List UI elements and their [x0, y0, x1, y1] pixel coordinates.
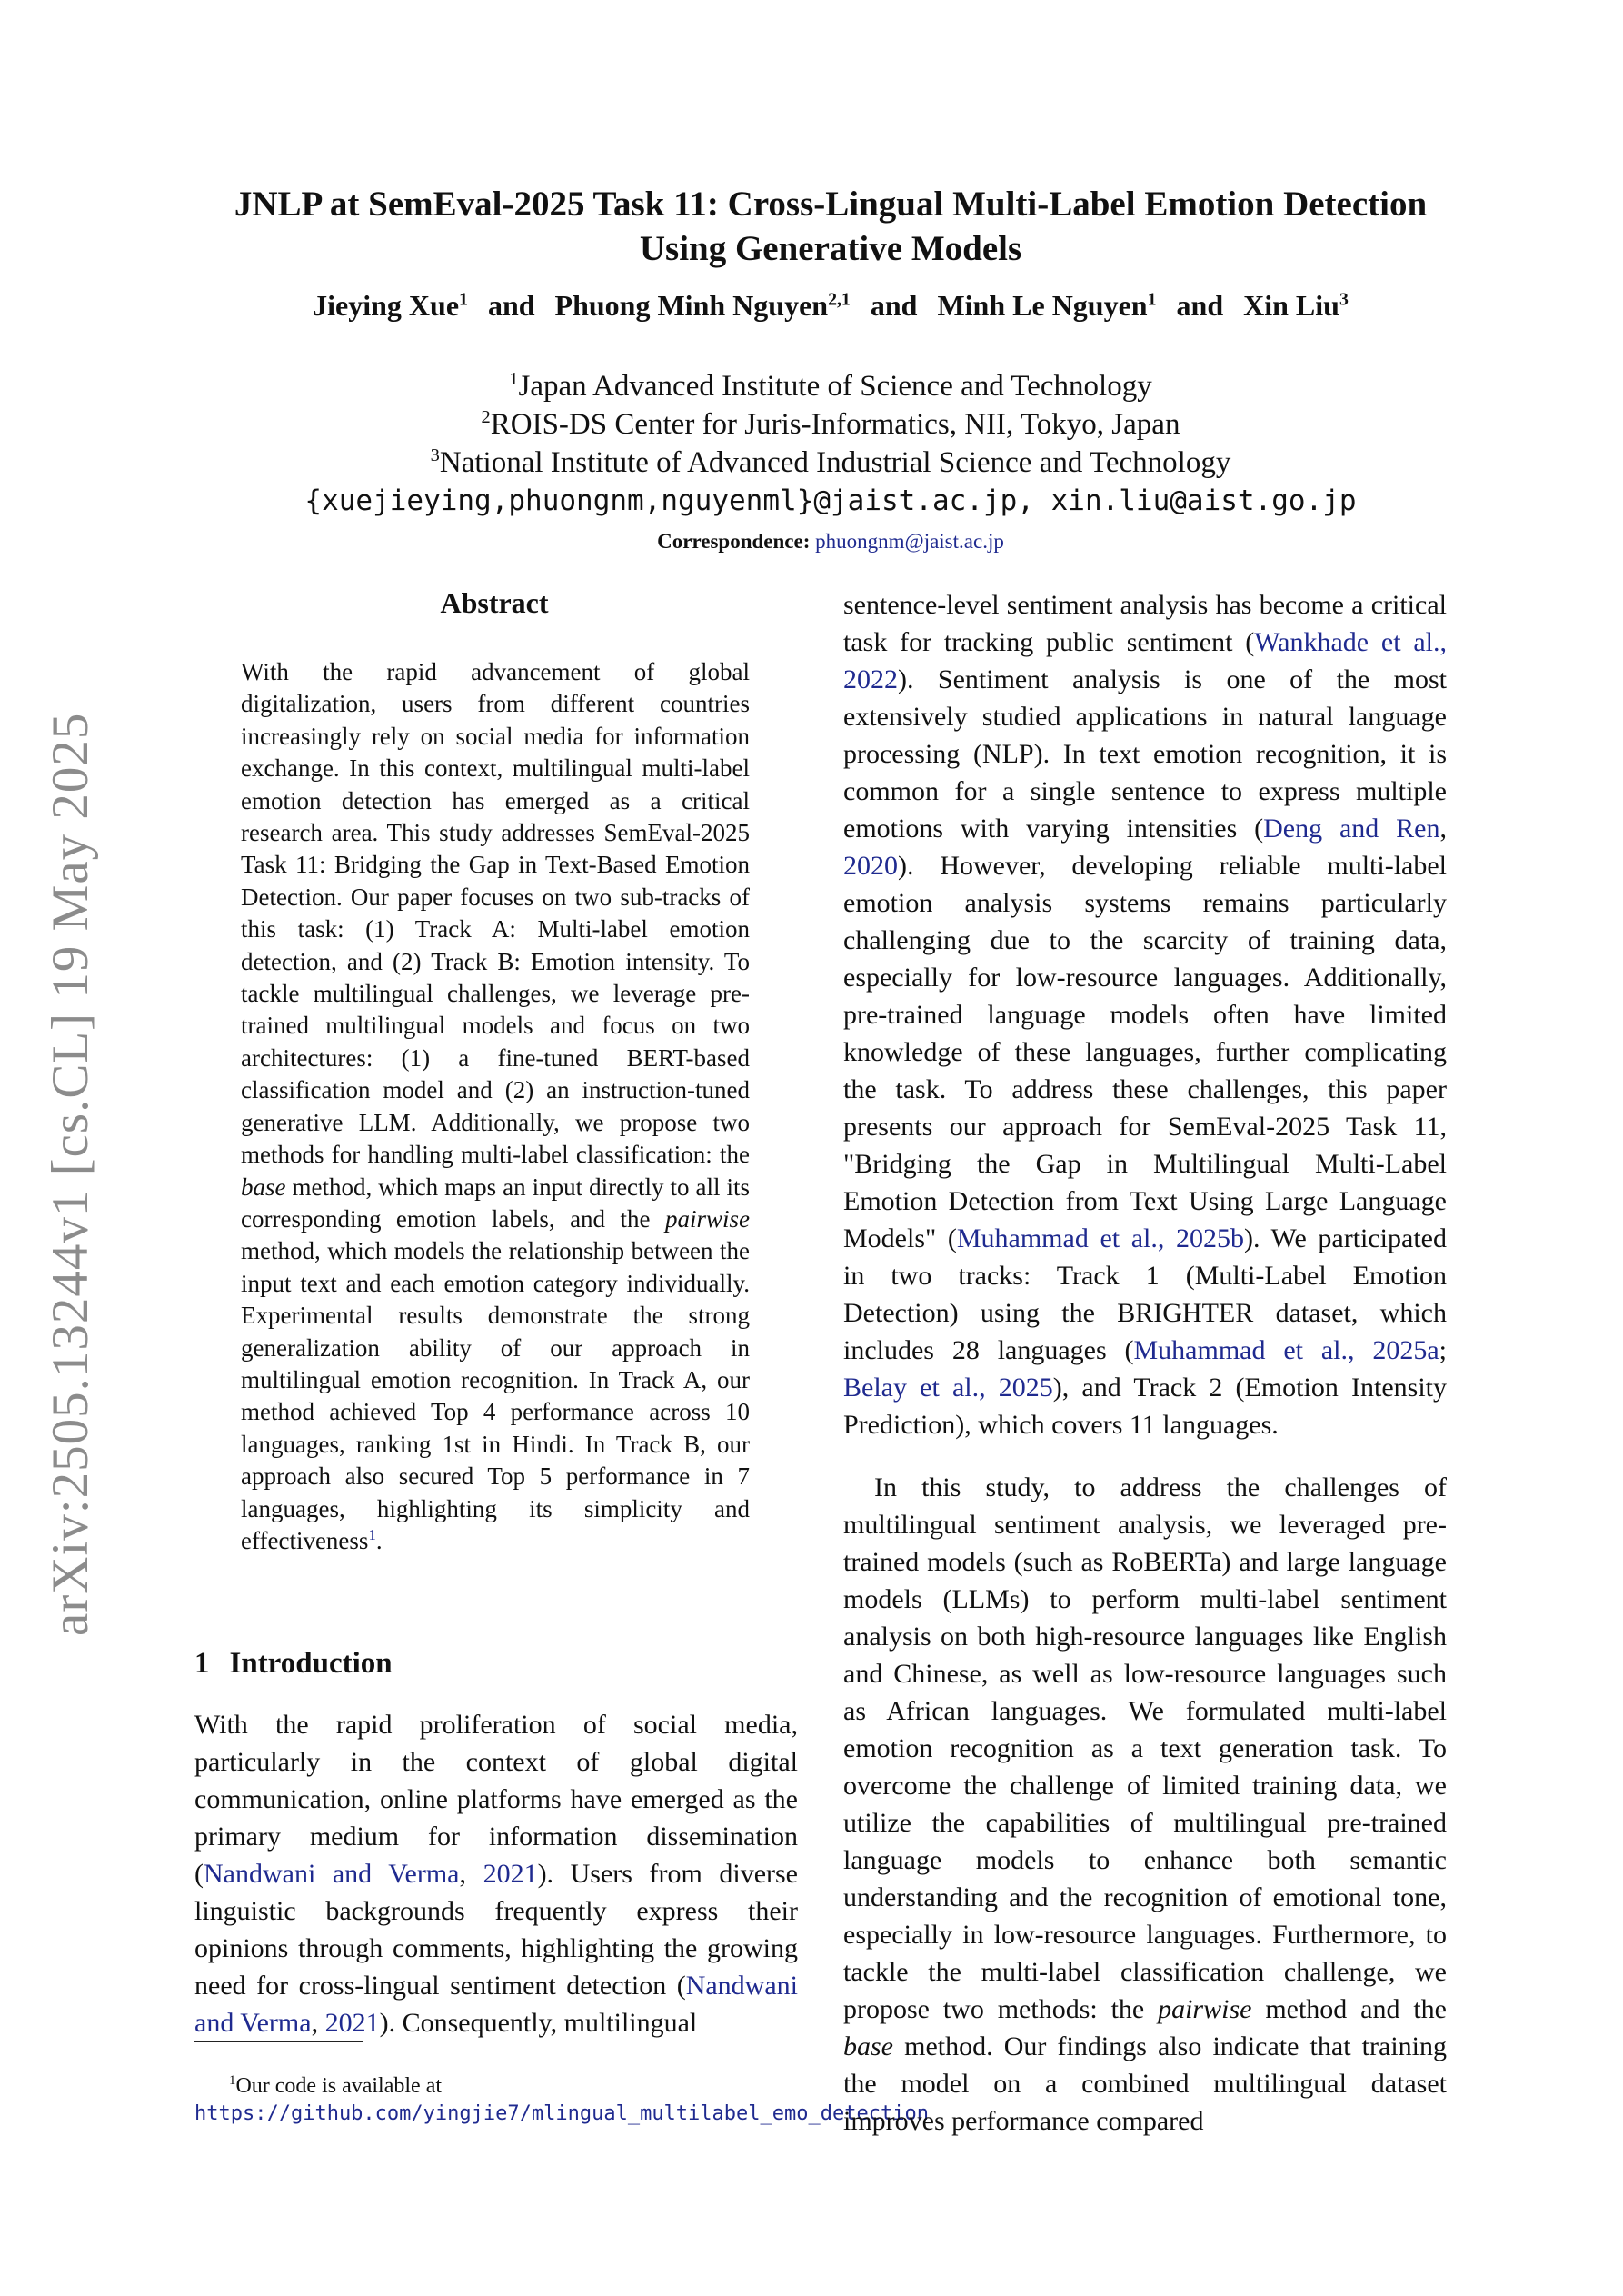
body-text: ). We participated in two tracks: Track 1 (Multi-Label Emotion Detection) using the BRIGHTER dataset, which includes 28 languages (	[843, 1223, 1447, 1365]
affiliation-list	[194, 367, 1467, 482]
footnote-marker-link[interactable]: 1	[368, 1525, 376, 1543]
affiliation-text: Japan Advanced Institute of Science and Technology	[518, 370, 1152, 403]
author-separator: and	[870, 289, 918, 322]
author-name: Phuong Minh Nguyen	[554, 289, 829, 322]
affiliation-mark: 2	[481, 407, 491, 427]
section-heading-introduction	[194, 1647, 393, 1681]
affiliation-mark: 1	[509, 369, 519, 389]
body-text: ,	[459, 1859, 483, 1889]
author-name: Xin Liu	[1243, 289, 1339, 322]
affiliation	[194, 405, 1467, 444]
body-text: ,	[311, 2008, 325, 2038]
abstract-text: With the rapid advancement of global digitalization, users from different countries increasingly rely on social media for information exchange. In this context, multilingual multi-label emotion detection has emerged as a critical research area. This study addresses SemEval-2025 Task 11: Bridging the Gap in Text-Based Emotion Detection. Our paper focuses on two sub-tracks of this task: (1) Track A: Multi-label emotion detection, and (2) Track B: Emotion intensity. To tackle multilingual challenges, we leverage pre-trained multilingual models and focus on two architectures: (1) a fine-tuned BERT-based classification model and (2) an instruction-tuned generative LLM. Additionally, we propose two methods for handling multi-label classification: the	[241, 658, 750, 1169]
affiliation-mark: 3	[430, 445, 440, 465]
citation-link[interactable]: Wankhade et al., 2022	[843, 627, 1447, 694]
abstract-heading: Abstract	[440, 586, 549, 619]
introduction-paragraph	[194, 1706, 798, 2041]
body-text: ). However, developing reliable multi-label emotion analysis systems remains particularly challenging due to the scarcity of training data, especially for low-resource languages. Additionally, pre-trained language models often have limited knowledge of these languages, further complicating the task. To address these challenges, this paper presents our approach for SemEval-2025 Task 11, "Bridging the Gap in Multilingual Multi-Label Emotion Detection from Text Using Large Language Models" (	[843, 851, 1447, 1253]
code-repository-link[interactable]: https://github.com/yingjie7/mlingual_multilabel_emo_detection	[194, 2102, 929, 2125]
affiliation	[194, 444, 1467, 482]
author-name: Jieying Xue	[313, 289, 460, 322]
correspondence	[194, 530, 1467, 554]
author-list	[194, 289, 1467, 323]
author-name: Minh Le Nguyen	[937, 289, 1148, 322]
author-separator: and	[1176, 289, 1224, 322]
citation-link[interactable]: 2021	[324, 2008, 380, 2038]
body-text: With the rapid proliferation of social media, particularly in the context of global digital communication, online platforms have emerged as the primary medium for information dissemination (	[194, 1710, 798, 1889]
paper-title: JNLP at SemEval-2025 Task 11: Cross-Lingual Multi-Label Emotion Detection Using Generative Models	[234, 185, 1428, 268]
right-column	[843, 586, 1447, 2140]
abstract-text: method, which maps an input directly to all its corresponding emotion labels, and the	[241, 1173, 750, 1233]
body-text: method and the	[1251, 1994, 1447, 2024]
arxiv-identifier: arXiv:2505.13244v1 [cs.CL] 19 May 2025	[42, 712, 99, 1636]
author-affil-mark: 1	[1147, 289, 1157, 310]
body-text: ,	[1439, 814, 1447, 844]
author-affil-mark: 1	[459, 289, 468, 310]
author-affil-mark: 3	[1339, 289, 1349, 310]
body-paragraph	[843, 1469, 1447, 2140]
abstract-body	[241, 656, 750, 1557]
citation-link[interactable]: Nandwani and Verma	[194, 1971, 798, 2038]
citation-link[interactable]: Belay et al., 2025	[843, 1373, 1053, 1403]
affiliation	[194, 367, 1467, 405]
body-text: In this study, to address the challenges of multilingual sentiment analysis, we leveraged pre-trained models (such as RoBERTa) and large language models (LLMs) to perform multi-label sentiment analysis on both high-resource languages like English and Chinese, as well as low-resource languages such as African languages. We formulated multi-label emotion recognition as a text generation task. To overcome the challenge of limited training data, we utilize the capabilities of multilingual pre-trained language models to enhance both semantic understanding and the recognition of emotional tone, especially in low-resource languages. Furthermore, to tackle the multi-label classification challenge, we propose two methods: the	[843, 1472, 1447, 2024]
body-paragraph	[843, 586, 1447, 1443]
footnote-number: 1	[229, 2073, 236, 2088]
abstract-text: method, which models the relationship between the input text and each emotion category individually. Experimental results demonstrate the strong generalization ability of our approach in multilingual emotion recognition. In Track A, our method achieved Top 4 performance across 10 languages, ranking 1st in Hindi. In Track B, our approach also secured Top 5 performance in 7 languages, highlighting its simplicity and effectiveness	[241, 1237, 750, 1554]
body-text: ), and Track 2 (Emotion Intensity Prediction), which covers 11 languages.	[843, 1373, 1447, 1440]
section-number: 1	[194, 1647, 210, 1680]
body-text: ). Consequently, multilingual	[379, 2008, 698, 2038]
footnote-divider	[194, 2041, 363, 2042]
section-title: Introduction	[229, 1647, 393, 1680]
abstract-emphasis: pairwise	[664, 1204, 750, 1233]
citation-link[interactable]: 2021	[483, 1859, 538, 1889]
footnote-text: Our code is available at	[235, 2074, 443, 2098]
body-text: method. Our findings also indicate that training the model on a combined multilingual dataset improves performance compared	[843, 2031, 1447, 2136]
citation-link[interactable]: Muhammad et al., 2025a	[1133, 1335, 1439, 1365]
citation-link[interactable]: Deng and Ren	[1263, 814, 1440, 844]
citation-link[interactable]: Nandwani and Verma	[204, 1859, 460, 1889]
affiliation-text: ROIS-DS Center for Juris-Informatics, NII, Tokyo, Japan	[490, 408, 1180, 441]
correspondence-label: Correspondence:	[657, 530, 811, 553]
body-emphasis: base	[843, 2031, 893, 2061]
body-text: ;	[1439, 1335, 1448, 1365]
citation-link[interactable]: 2020	[843, 851, 898, 881]
affiliation-text: National Institute of Advanced Industrial Science and Technology	[439, 446, 1231, 479]
abstract-emphasis: base	[241, 1173, 286, 1201]
abstract-text: .	[375, 1526, 383, 1554]
author-emails: {xuejieying,phuongnm,nguyenml}@jaist.ac.jp, xin.liu@aist.go.jp	[304, 484, 1357, 517]
body-emphasis: pairwise	[1158, 1994, 1252, 2024]
correspondence-email-link[interactable]: phuongnm@jaist.ac.jp	[815, 530, 1004, 553]
citation-link[interactable]: Muhammad et al., 2025b	[956, 1223, 1244, 1253]
body-text: sentence-level sentiment analysis has become a critical task for tracking public sentiment (	[843, 590, 1447, 657]
body-text: ). Users from diverse linguistic backgrounds frequently express their opinions through comments, highlighting the growing need for cross-lingual sentiment detection (	[194, 1859, 798, 2001]
author-affil-mark: 2,1	[828, 289, 851, 310]
author-separator: and	[487, 289, 535, 322]
footnote	[194, 2072, 929, 2128]
body-text: ). Sentiment analysis is one of the most extensively studied applications in natural language processing (NLP). In text emotion recognition, it is common for a single sentence to express multiple emotions with varying intensities (	[843, 664, 1447, 844]
